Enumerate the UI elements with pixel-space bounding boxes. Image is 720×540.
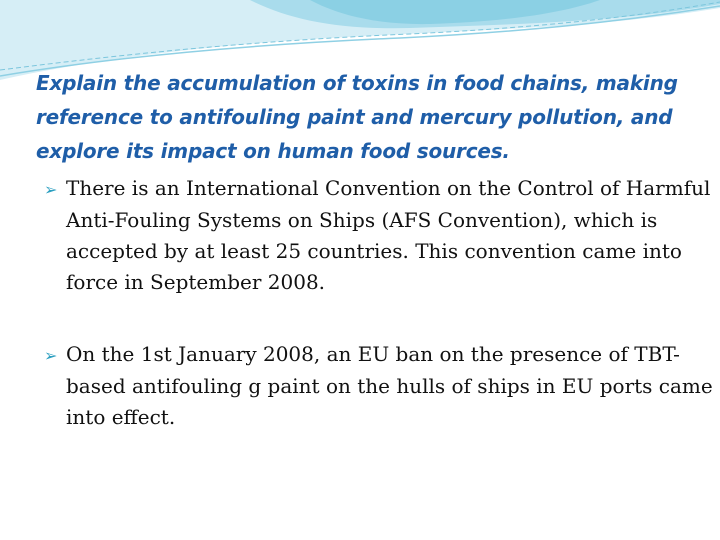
pointer-arrow-icon: ➢ <box>44 346 58 365</box>
bullet-text: On the 1st January 2008, an EU ban on the presence of TBT-based antifouling g paint on the hulls of ships in EU ports came into effect. <box>66 342 713 429</box>
slide-title: Explain the accumulation of toxins in food chains, making reference to antifouling paint and mercury pollution, and explore its impact on human food sources. <box>36 71 678 163</box>
bullet-item <box>44 173 716 298</box>
bullet-item <box>44 339 716 433</box>
bullet-text: There is an International Convention on the Control of Harmful Anti-Fouling Systems on Ships (AFS Convention), which is accepted by at least 25 countries. This convention came into force in September 2008. <box>66 176 711 294</box>
pointer-arrow-icon: ➢ <box>44 180 58 199</box>
